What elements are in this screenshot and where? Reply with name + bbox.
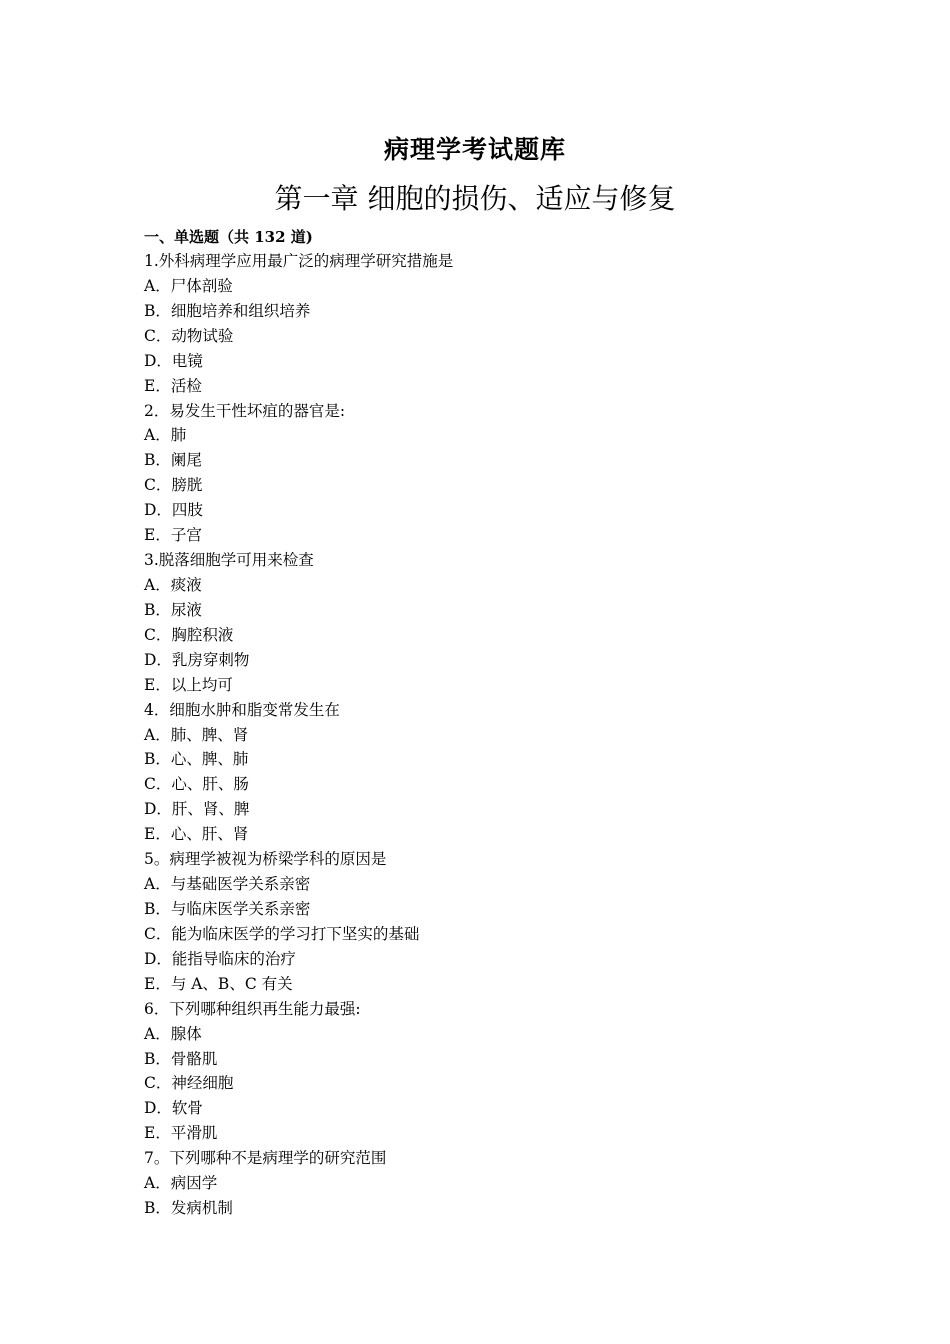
answer-option: C．心、肝、肠: [144, 775, 249, 794]
answer-option: E．活检: [144, 376, 202, 395]
answer-option: D．肝、肾、脾: [144, 800, 250, 819]
answer-option: B．细胞培养和组织培养: [144, 301, 311, 320]
answer-option: D．四肢: [144, 501, 203, 520]
document-title: 病理学考试题库: [383, 135, 566, 164]
answer-option: E．平滑肌: [144, 1124, 218, 1143]
question-text: 6．下列哪种组织再生能力最强:: [144, 999, 361, 1018]
answer-option: A．腺体: [144, 1024, 202, 1043]
answer-option: D．电镜: [144, 351, 203, 370]
chapter-title: 第一章 细胞的损伤、适应与修复: [274, 182, 676, 215]
answer-option: E．与 A、B、C 有关: [144, 974, 293, 993]
answer-option: C．动物试验: [144, 326, 234, 345]
answer-option: D．能指导临床的治疗: [144, 949, 296, 968]
question-text: 5。病理学被视为桥梁学科的原因是: [144, 850, 387, 869]
answer-option: E．以上均可: [144, 675, 233, 694]
answer-option: A．痰液: [144, 575, 202, 594]
answer-option: B．与临床医学关系亲密: [144, 899, 311, 918]
question-text: 7。下列哪种不是病理学的研究范围: [144, 1149, 387, 1168]
answer-option: C．能为临床医学的学习打下坚实的基础: [144, 924, 420, 943]
section-heading: 一、单选题（共 132 道): [144, 228, 313, 246]
answer-option: D．软骨: [144, 1099, 203, 1118]
answer-option: B．骨骼肌: [144, 1049, 218, 1068]
question-text: 3.脱落细胞学可用来检查: [144, 551, 314, 570]
question-text: 1.外科病理学应用最广泛的病理学研究措施是: [144, 252, 454, 270]
answer-option: B．尿液: [144, 600, 202, 619]
question-text: 2．易发生干性坏疽的器官是:: [144, 401, 346, 420]
answer-option: B．阑尾: [144, 451, 202, 470]
answer-option: E．心、肝、肾: [144, 825, 249, 844]
answer-option: A．肺、脾、肾: [144, 725, 249, 744]
answer-option: D．乳房穿刺物: [144, 650, 250, 669]
answer-option: E．子宫: [144, 526, 202, 545]
answer-option: A．尸体剖验: [144, 276, 233, 295]
answer-option: B．发病机制: [144, 1199, 233, 1218]
answer-option: B．心、脾、肺: [144, 750, 249, 769]
answer-option: A．病因学: [144, 1174, 218, 1193]
question-list: [144, 249, 844, 1221]
question-text: 4．细胞水肿和脂变常发生在: [144, 700, 340, 719]
answer-option: A．与基础医学关系亲密: [144, 875, 311, 894]
answer-option: C．胸腔积液: [144, 625, 234, 644]
answer-option: A．肺: [144, 426, 187, 445]
answer-option: C．神经细胞: [144, 1074, 234, 1093]
answer-option: C．膀胱: [144, 476, 203, 495]
